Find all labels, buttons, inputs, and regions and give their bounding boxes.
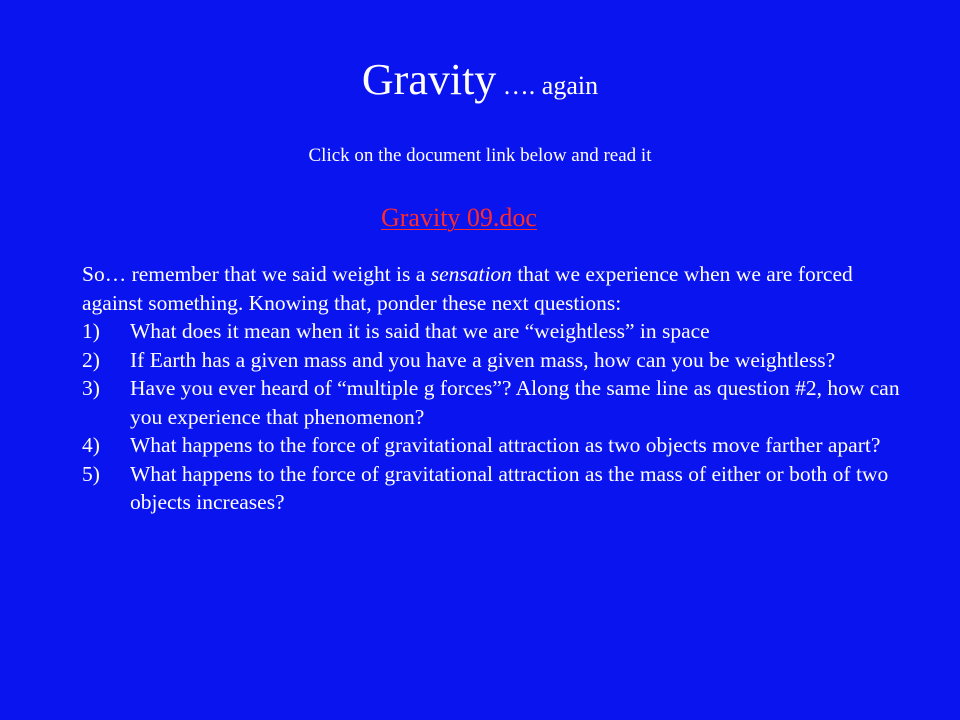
list-item xyxy=(82,346,912,375)
question-number: 2) xyxy=(82,347,100,372)
intro-text-end: that we experience when we are forced against something. Knowing that, ponder these next questions: xyxy=(82,262,853,315)
document-link[interactable]: Gravity 09.doc xyxy=(381,203,537,232)
intro-emphasis: sensation xyxy=(430,262,512,286)
question-number: 3) xyxy=(82,376,100,400)
intro-paragraph xyxy=(82,260,912,317)
list-item xyxy=(82,460,912,517)
question-number: 1) xyxy=(82,319,100,343)
question-text: What happens to the force of gravitational attraction as the mass of either or both of two objects increases? xyxy=(130,461,889,514)
title-subtitle: …. again xyxy=(496,71,599,100)
instruction-text: Click on the document link below and read it xyxy=(308,145,652,166)
body-text xyxy=(82,260,912,517)
intro-text-start: So… remember that we said weight is a xyxy=(82,262,431,286)
title-main: Gravity xyxy=(361,55,497,104)
question-list xyxy=(82,317,912,517)
list-item xyxy=(82,317,912,346)
question-number: 5) xyxy=(82,461,100,486)
question-text: If Earth has a given mass and you have a given mass, how can you be weightless? xyxy=(130,347,836,372)
question-number: 4) xyxy=(82,433,100,457)
question-text: Have you ever heard of “multiple g forces”? Along the same line as question #2, how can you experience that phenomenon? xyxy=(130,376,900,429)
question-text: What happens to the force of gravitational attraction as two objects move farther apart? xyxy=(130,433,881,457)
list-item xyxy=(82,431,912,460)
slide-title xyxy=(0,55,960,104)
question-text: What does it mean when it is said that we are “weightless” in space xyxy=(130,319,710,343)
list-item xyxy=(82,374,912,431)
